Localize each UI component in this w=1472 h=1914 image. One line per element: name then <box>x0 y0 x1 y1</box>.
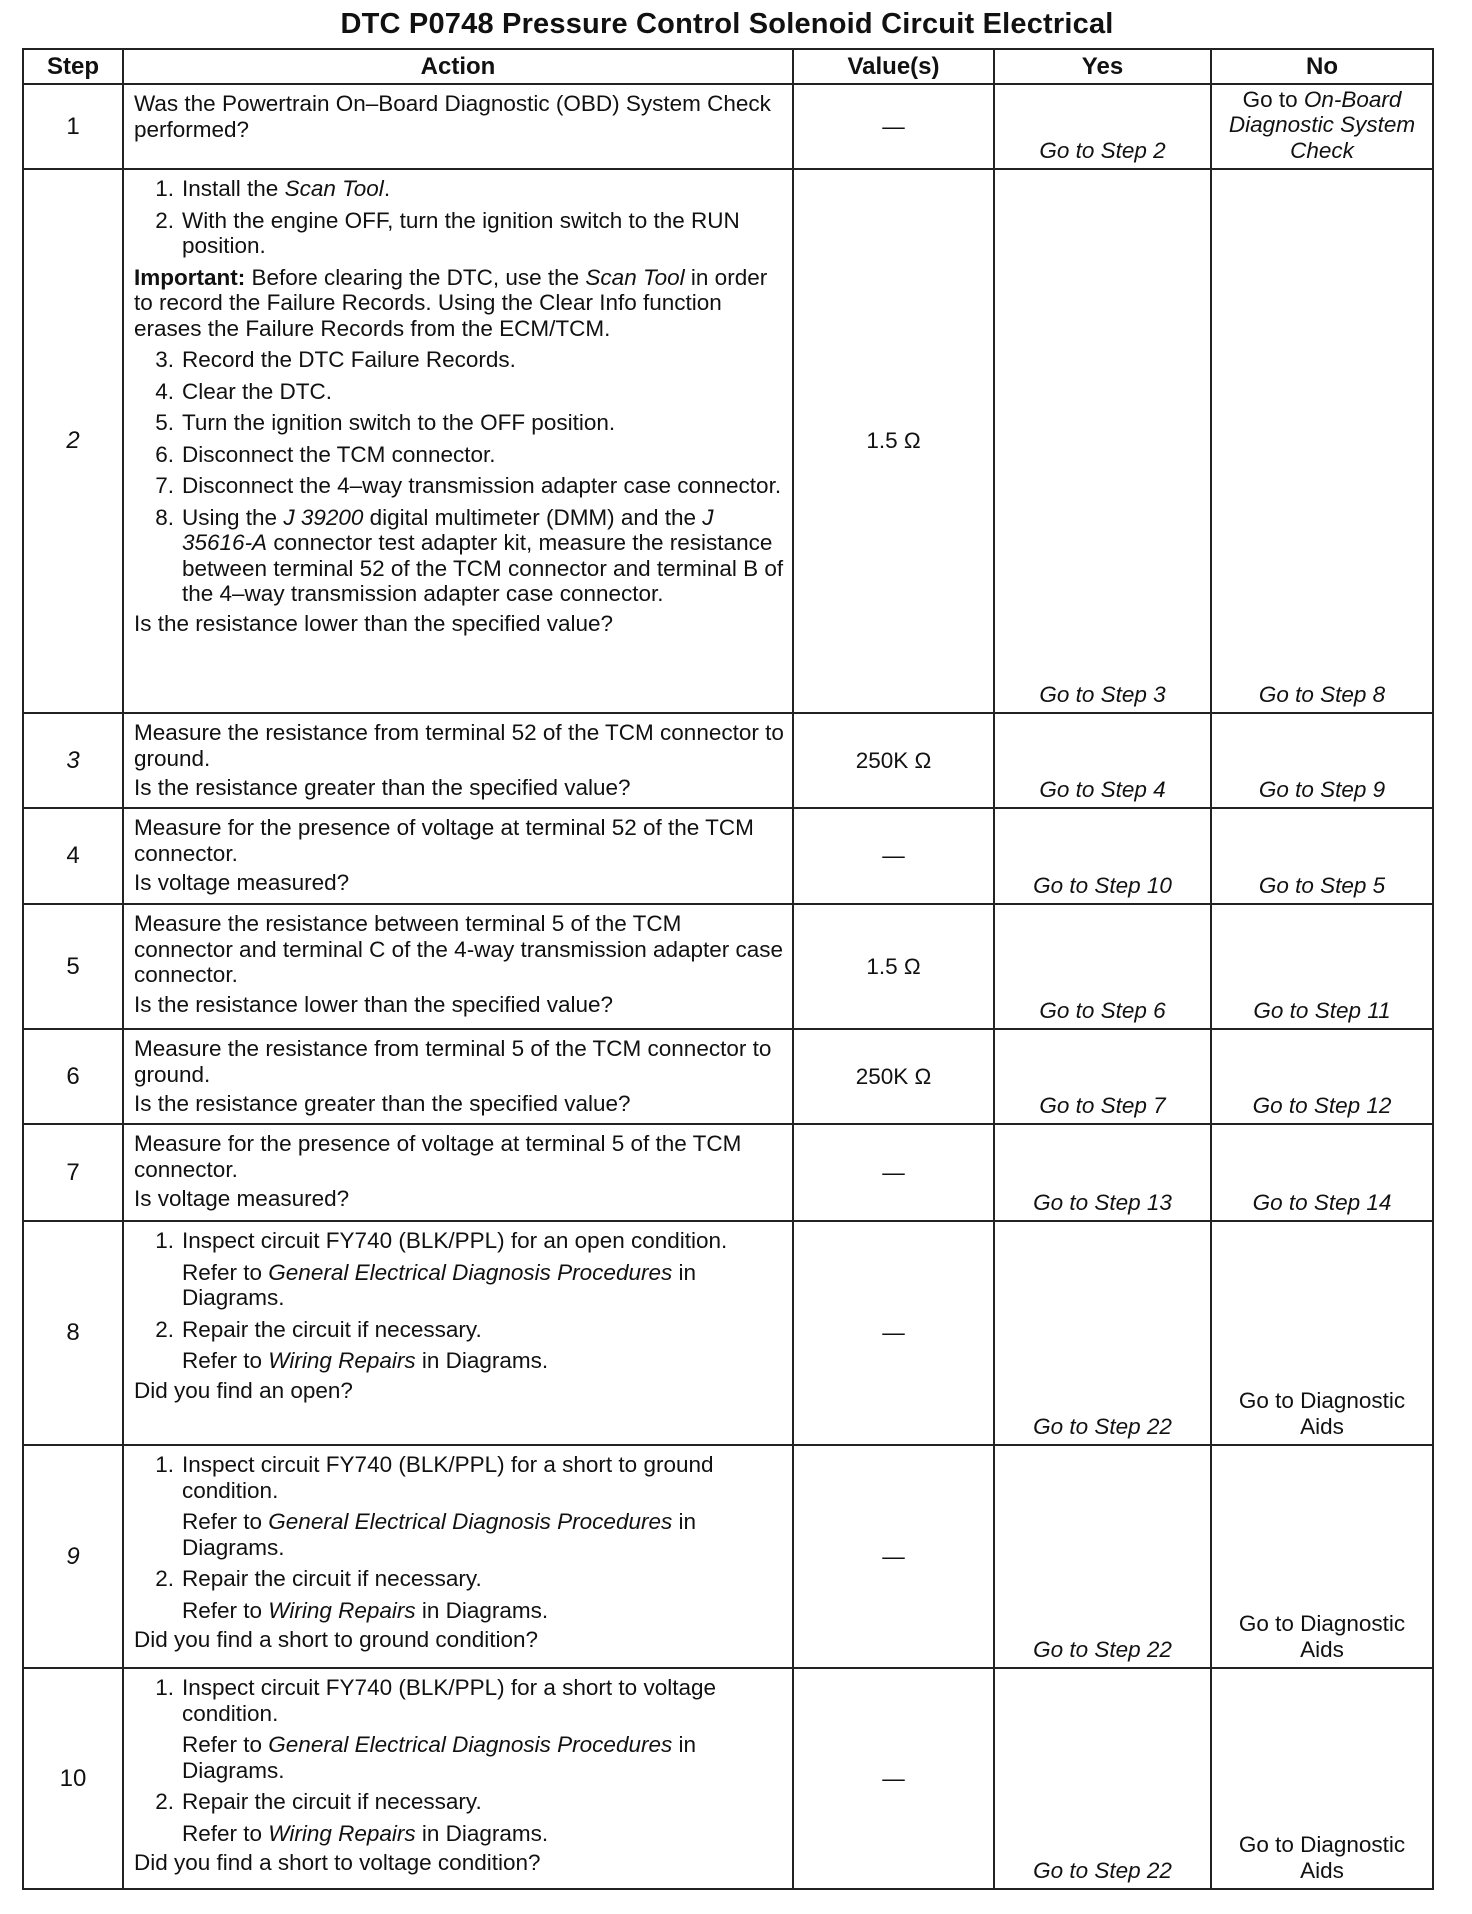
refer-text: in Diagrams. <box>415 1348 549 1373</box>
question-text: Is the resistance lower than the specified value? <box>134 991 614 1017</box>
yes-cell: Go to Step 4 <box>994 713 1211 808</box>
value-cell: — <box>793 1124 994 1221</box>
item-text: Inspect circuit FY740 (BLK/PPL) for a short to ground condition. <box>182 1452 714 1503</box>
question-text: Is voltage measured? <box>134 1186 350 1211</box>
value-cell: 1.5 Ω <box>793 904 994 1029</box>
refer-italic: General Electrical Diagnosis Procedures <box>268 1732 673 1757</box>
item-number: 1. <box>155 1452 174 1477</box>
no-cell: Go to Diagnostic Aids <box>1211 1221 1433 1445</box>
table-header-row <box>23 49 1433 84</box>
refer-italic: Wiring Repairs <box>268 1597 416 1623</box>
item-text: Inspect circuit FY740 (BLK/PPL) for a short to voltage condition. <box>182 1675 717 1726</box>
action-cell <box>123 713 793 808</box>
value-cell: — <box>793 808 994 904</box>
refer-note <box>134 1260 784 1311</box>
item-text: Disconnect the 4–way transmission adapter case connector. <box>182 473 782 498</box>
header-no: No <box>1211 49 1433 84</box>
refer-text: in Diagrams. <box>182 1509 696 1560</box>
action-cell <box>123 1029 793 1124</box>
item-number: 7. <box>155 473 174 498</box>
item-text: Inspect circuit FY740 (BLK/PPL) for an open condition. <box>182 1228 728 1253</box>
question-text: Did you find a short to ground condition? <box>134 1627 539 1652</box>
list-item <box>134 410 784 436</box>
refer-text: Refer to <box>182 1597 269 1623</box>
action-text: Measure for the presence of voltage at terminal 5 of the TCM connector. <box>134 1131 742 1182</box>
list-item <box>134 473 784 499</box>
step-number: 1 <box>23 84 123 169</box>
no-prefix: Go to <box>1242 86 1304 112</box>
action-cell <box>123 84 793 169</box>
refer-text: in Diagrams. <box>415 1597 549 1623</box>
item-number: 2. <box>155 1789 174 1814</box>
question-text: Is the resistance greater than the specified value? <box>134 775 631 800</box>
refer-text: Refer to <box>182 1348 269 1373</box>
yes-cell: Go to Step 22 <box>994 1445 1211 1668</box>
step-number: 4 <box>23 808 123 904</box>
item-text: Repair the circuit if necessary. <box>182 1316 482 1342</box>
refer-text: Refer to <box>182 1259 269 1285</box>
action-text: Measure for the presence of voltage at terminal 52 of the TCM connector. <box>134 815 754 866</box>
list-item <box>134 1228 784 1254</box>
refer-text: Refer to <box>182 1820 269 1846</box>
item-italic: Scan Tool <box>284 176 384 201</box>
table-row <box>23 1029 1433 1124</box>
table-row <box>23 169 1433 713</box>
step-number: 8 <box>23 1221 123 1445</box>
refer-note <box>134 1509 784 1560</box>
value-cell: — <box>793 1221 994 1445</box>
yes-cell: Go to Step 6 <box>994 904 1211 1029</box>
item-text: Turn the ignition switch to the OFF position. <box>182 410 616 435</box>
value-cell: — <box>793 1445 994 1668</box>
item-number: 2. <box>155 1566 174 1591</box>
yes-cell: Go to Step 3 <box>994 169 1211 713</box>
list-item <box>134 1675 784 1726</box>
step-number: 3 <box>23 713 123 808</box>
item-number: 1. <box>155 1228 174 1253</box>
item-text: Repair the circuit if necessary. <box>182 1566 482 1591</box>
item-text: Record the DTC Failure Records. <box>182 347 516 372</box>
no-cell: Go to Diagnostic Aids <box>1211 1668 1433 1889</box>
item-number: 1. <box>155 176 174 201</box>
item-text: With the engine OFF, turn the ignition switch to the RUN position. <box>182 207 740 258</box>
item-text: digital multimeter (DMM) and the <box>363 504 703 530</box>
step-number: 7 <box>23 1124 123 1221</box>
no-cell: Go to Step 11 <box>1211 904 1433 1029</box>
no-italic: On-Board Diagnostic System Check <box>1228 86 1416 163</box>
tool-name: J 35616-A <box>182 504 714 555</box>
list-item <box>134 442 784 468</box>
item-number: 3. <box>155 347 174 372</box>
item-text: connector test adapter kit, measure the resistance between terminal 52 of the TCM connector and terminal B of the 4–way transmission adapter case connector. <box>182 530 784 606</box>
action-cell <box>123 1221 793 1445</box>
value-cell: 250K Ω <box>793 713 994 808</box>
question-text: Is the resistance lower than the specified value? <box>134 610 614 636</box>
yes-cell: Go to Step 22 <box>994 1221 1211 1445</box>
list-item <box>134 1452 784 1503</box>
item-text: Install the <box>182 176 285 201</box>
step-number: 5 <box>23 904 123 1029</box>
refer-note <box>134 1821 784 1847</box>
important-label: Important: <box>134 264 246 290</box>
action-text: Measure the resistance from terminal 5 of the TCM connector to ground. <box>134 1036 772 1087</box>
header-action: Action <box>123 49 793 84</box>
action-text: Measure the resistance from terminal 52 of the TCM connector to ground. <box>134 720 784 771</box>
list-item <box>134 505 784 607</box>
yes-cell: Go to Step 13 <box>994 1124 1211 1221</box>
table-row <box>23 1124 1433 1221</box>
refer-note <box>134 1598 784 1624</box>
table-row <box>23 1445 1433 1668</box>
action-cell <box>123 1445 793 1668</box>
no-cell: Go to Step 12 <box>1211 1029 1433 1124</box>
refer-italic: General Electrical Diagnosis Procedures <box>268 1509 673 1534</box>
table-row <box>23 1221 1433 1445</box>
value-cell: 250K Ω <box>793 1029 994 1124</box>
question-text: Did you find an open? <box>134 1377 353 1403</box>
action-text: Measure the resistance between terminal 5 of the TCM connector and terminal C of the 4-way transmission adapter case connector. <box>134 911 784 987</box>
yes-cell: Go to Step 7 <box>994 1029 1211 1124</box>
list-item <box>134 208 784 259</box>
list-item <box>134 1789 784 1815</box>
list-item <box>134 347 784 373</box>
table-row <box>23 904 1433 1029</box>
item-text: Clear the DTC. <box>182 378 333 404</box>
refer-note <box>134 1348 784 1374</box>
tool-name: J 39200 <box>283 504 364 530</box>
no-cell: Go to Step 5 <box>1211 808 1433 904</box>
table-row <box>23 713 1433 808</box>
item-text: . <box>383 176 391 201</box>
header-step: Step <box>23 49 123 84</box>
action-text: Was the Powertrain On–Board Diagnostic (OBD) System Check performed? <box>134 91 771 142</box>
table-row <box>23 808 1433 904</box>
action-cell <box>123 1124 793 1221</box>
no-cell: Go to Step 14 <box>1211 1124 1433 1221</box>
item-number: 2. <box>155 207 174 233</box>
item-text: Using the <box>182 504 284 530</box>
item-number: 5. <box>155 410 174 435</box>
item-text: Repair the circuit if necessary. <box>182 1789 482 1814</box>
value-cell: — <box>793 84 994 169</box>
question-text: Is voltage measured? <box>134 870 350 895</box>
refer-note <box>134 1732 784 1783</box>
action-cell <box>123 904 793 1029</box>
action-cell <box>123 808 793 904</box>
item-number: 6. <box>155 441 174 467</box>
table-row <box>23 84 1433 169</box>
item-number: 1. <box>155 1675 174 1700</box>
important-note <box>134 265 784 342</box>
yes-cell: Go to Step 2 <box>994 84 1211 169</box>
list-item <box>134 176 784 202</box>
note-text: Before clearing the DTC, use the <box>245 264 586 290</box>
refer-text: Refer to <box>182 1732 269 1757</box>
item-number: 4. <box>155 378 174 404</box>
question-text: Did you find a short to voltage condition? <box>134 1850 541 1875</box>
no-cell: Go to Diagnostic Aids <box>1211 1445 1433 1668</box>
yes-cell: Go to Step 22 <box>994 1668 1211 1889</box>
list-item <box>134 379 784 405</box>
yes-cell: Go to Step 10 <box>994 808 1211 904</box>
refer-text: Refer to <box>182 1509 269 1534</box>
header-yes: Yes <box>994 49 1211 84</box>
note-italic: Scan Tool <box>585 264 685 290</box>
list-item <box>134 1566 784 1592</box>
refer-text: in Diagrams. <box>415 1820 549 1846</box>
item-number: 8. <box>155 504 174 530</box>
action-cell <box>123 169 793 713</box>
page-title: DTC P0748 Pressure Control Solenoid Circuit Electrical <box>340 8 1114 40</box>
value-cell: — <box>793 1668 994 1889</box>
item-text: Disconnect the TCM connector. <box>182 441 496 467</box>
refer-italic: Wiring Repairs <box>268 1820 416 1846</box>
step-number: 9 <box>23 1445 123 1668</box>
item-number: 2. <box>155 1316 174 1342</box>
value-cell: 1.5 Ω <box>793 169 994 713</box>
step-number: 10 <box>23 1668 123 1889</box>
question-text: Is the resistance greater than the specified value? <box>134 1091 631 1116</box>
step-number: 6 <box>23 1029 123 1124</box>
header-values: Value(s) <box>793 49 994 84</box>
note-text: in order to record the Failure Records. Using the Clear Info function erases the Failure Records from the ECM/TCM. <box>134 264 768 341</box>
no-cell: Go to Step 8 <box>1211 169 1433 713</box>
refer-text: in Diagrams. <box>182 1259 696 1310</box>
action-cell <box>123 1668 793 1889</box>
step-number: 2 <box>23 169 123 713</box>
refer-italic: Wiring Repairs <box>268 1348 416 1373</box>
list-item <box>134 1317 784 1343</box>
diagnostic-table <box>22 48 1434 1890</box>
table-row <box>23 1668 1433 1889</box>
refer-italic: General Electrical Diagnosis Procedures <box>268 1259 673 1285</box>
refer-text: in Diagrams. <box>182 1732 696 1783</box>
no-cell <box>1211 84 1433 169</box>
no-cell: Go to Step 9 <box>1211 713 1433 808</box>
